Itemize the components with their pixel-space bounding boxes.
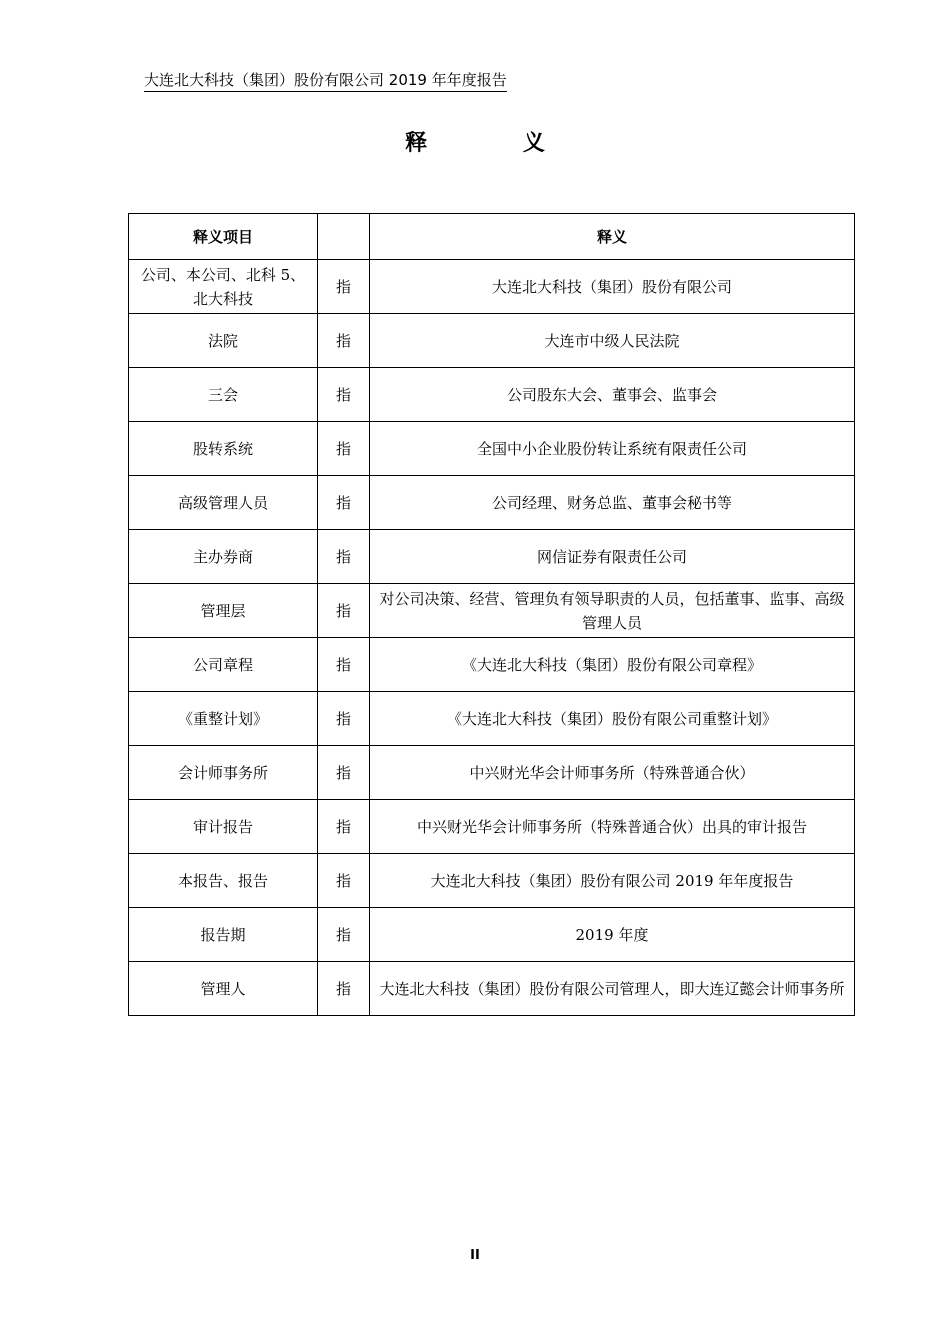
ref-cell: 指 (318, 584, 370, 638)
table-row (129, 422, 855, 476)
term-cell: 法院 (129, 314, 318, 368)
definition-cell: 中兴财光华会计师事务所（特殊普通合伙） (370, 746, 855, 800)
term-cell: 报告期 (129, 908, 318, 962)
table-row (129, 314, 855, 368)
table-row (129, 800, 855, 854)
page-number: II (470, 1248, 480, 1263)
ref-cell: 指 (318, 908, 370, 962)
definition-cell: 大连北大科技（集团）股份有限公司管理人，即大连辽懿会计师事务所 (370, 962, 855, 1016)
table-row (129, 962, 855, 1016)
definition-cell: 中兴财光华会计师事务所（特殊普通合伙）出具的审计报告 (370, 800, 855, 854)
ref-cell: 指 (318, 314, 370, 368)
ref-cell: 指 (318, 260, 370, 314)
ref-cell: 指 (318, 854, 370, 908)
table-row (129, 368, 855, 422)
ref-cell: 指 (318, 746, 370, 800)
term-cell: 管理层 (129, 584, 318, 638)
ref-cell: 指 (318, 962, 370, 1016)
definition-cell: 公司股东大会、董事会、监事会 (370, 368, 855, 422)
table-row (129, 260, 855, 314)
definition-cell: 网信证券有限责任公司 (370, 530, 855, 584)
term-cell: 股转系统 (129, 422, 318, 476)
term-cell: 公司章程 (129, 638, 318, 692)
term-cell: 《重整计划》 (129, 692, 318, 746)
ref-cell: 指 (318, 476, 370, 530)
definition-cell: 全国中小企业股份转让系统有限责任公司 (370, 422, 855, 476)
ref-cell: 指 (318, 638, 370, 692)
definition-cell: 公司经理、财务总监、董事会秘书等 (370, 476, 855, 530)
page-title: 释 义 (405, 131, 589, 156)
table-row (129, 530, 855, 584)
definition-cell: 大连北大科技（集团）股份有限公司 (370, 260, 855, 314)
ref-cell: 指 (318, 692, 370, 746)
term-cell: 主办券商 (129, 530, 318, 584)
term-cell: 三会 (129, 368, 318, 422)
definition-cell: 2019 年度 (370, 908, 855, 962)
definition-cell: 《大连北大科技（集团）股份有限公司章程》 (370, 638, 855, 692)
term-cell: 公司、本公司、北科 5、北大科技 (129, 260, 318, 314)
table-row (129, 908, 855, 962)
ref-cell: 指 (318, 422, 370, 476)
term-cell: 高级管理人员 (129, 476, 318, 530)
header-ref (318, 214, 370, 260)
table-row (129, 638, 855, 692)
definition-cell: 对公司决策、经营、管理负有领导职责的人员，包括董事、监事、高级管理人员 (370, 584, 855, 638)
table-row (129, 692, 855, 746)
table-row (129, 584, 855, 638)
table-row (129, 854, 855, 908)
table-row (129, 476, 855, 530)
header-term: 释义项目 (129, 214, 318, 260)
term-cell: 本报告、报告 (129, 854, 318, 908)
term-cell: 会计师事务所 (129, 746, 318, 800)
header-definition: 释义 (370, 214, 855, 260)
definitions-table (128, 213, 855, 1016)
definition-cell: 《大连北大科技（集团）股份有限公司重整计划》 (370, 692, 855, 746)
table-header-row (129, 214, 855, 260)
ref-cell: 指 (318, 530, 370, 584)
running-header: 大连北大科技（集团）股份有限公司 2019 年年度报告 (144, 70, 507, 92)
term-cell: 审计报告 (129, 800, 318, 854)
term-cell: 管理人 (129, 962, 318, 1016)
ref-cell: 指 (318, 368, 370, 422)
definition-cell: 大连北大科技（集团）股份有限公司 2019 年年度报告 (370, 854, 855, 908)
definition-cell: 大连市中级人民法院 (370, 314, 855, 368)
ref-cell: 指 (318, 800, 370, 854)
table-row (129, 746, 855, 800)
